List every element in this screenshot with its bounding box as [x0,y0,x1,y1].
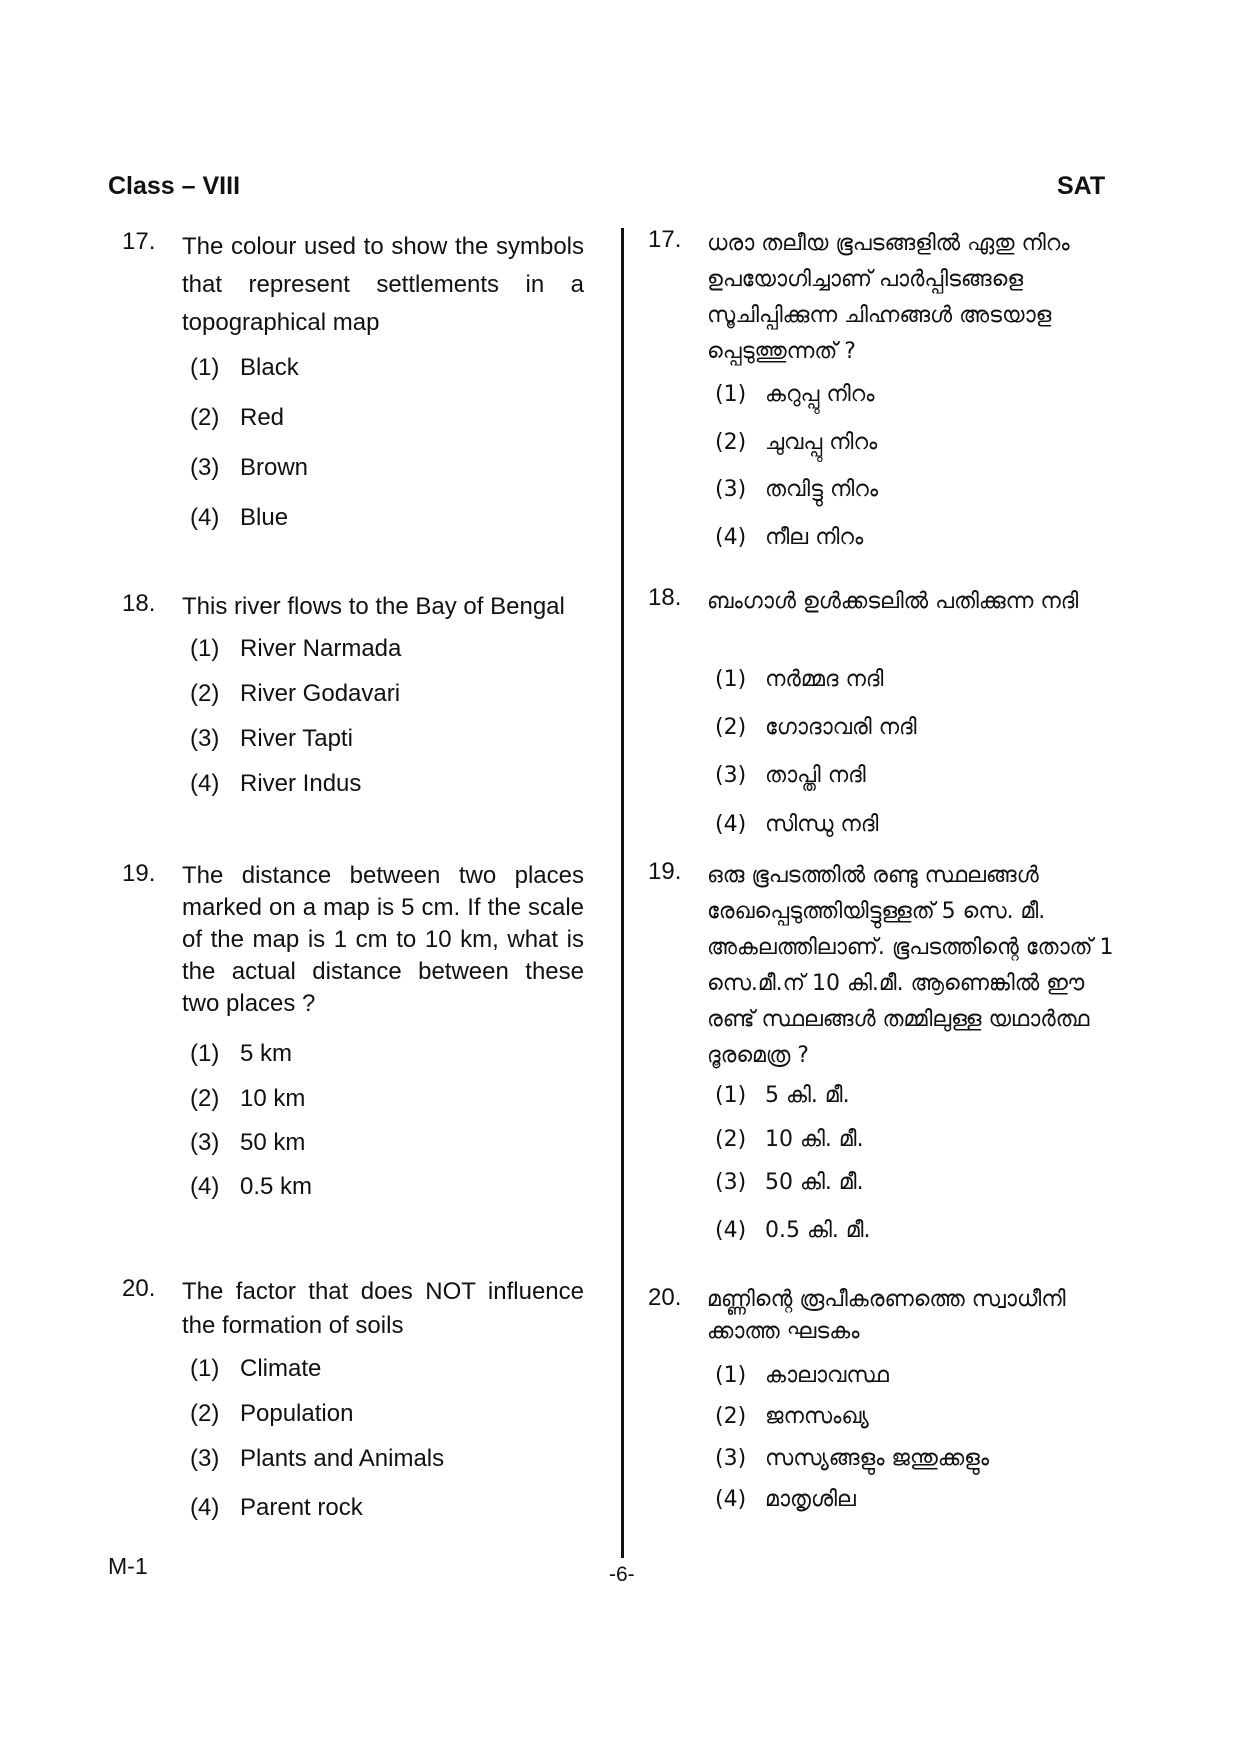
question-20-ml [648,1284,1128,1356]
question-text: This river flows to the Bay of Bengal [182,593,565,620]
option-19-2-en [190,1085,305,1113]
option-18-3-ml [715,763,866,788]
question-number: 17. [648,226,682,253]
question-17-ml [648,226,1128,372]
option-20-2-en [190,1400,353,1428]
option-text: 50 km [240,1129,306,1156]
option-number: (1) [715,667,747,692]
option-19-4-en [190,1173,312,1201]
option-number: (3) [715,1446,747,1471]
option-text: ഗോദാവരി നദി [765,715,917,740]
class-label: Class – VIII [108,172,241,200]
option-20-3-en [190,1445,444,1473]
option-text: Red [240,404,285,431]
option-17-1-en [190,354,299,382]
option-number: (3) [190,454,220,481]
option-18-2-en [190,680,400,708]
option-number: (4) [715,812,747,837]
option-number: (4) [715,1487,747,1512]
option-17-4-ml [715,525,863,550]
option-number: (3) [715,1170,747,1195]
option-20-4-ml [715,1487,856,1512]
option-text: 0.5 km [240,1173,313,1200]
question-19-ml [648,858,1128,1080]
option-20-4-en [190,1494,363,1522]
option-number: (3) [190,1129,220,1156]
option-text: River Godavari [240,680,401,707]
option-text: Plants and Animals [240,1445,445,1472]
question-text: ഒരു ഭൂപടത്തിൽ രണ്ടു സ്ഥലങ്ങൾ രേഖപ്പെടുത്തിയിട്ടുള്ളത് 5 സെ. മീ. അകലത്തിലാണ്. ഭൂപടത്തിന്റെ തോത് 1 സെ.മീ.ന് 10 കി.മീ. ആണെങ്കിൽ ഈ രണ്ട് സ്ഥലങ്ങൾ തമ്മിലുള്ള യഥാർത്ഥ ദൂരമെത്ര ? [707,863,1114,1068]
option-18-4-ml [715,812,878,837]
question-number: 20. [648,1284,682,1311]
option-number: (3) [190,1445,220,1472]
question-number: 19. [122,860,156,887]
question-text: The factor that does NOT influence the formation of soils [182,1278,584,1339]
option-text: Climate [240,1355,322,1382]
option-text: 0.5 കി. മീ. [765,1218,871,1243]
option-number: (3) [715,763,747,788]
option-text: River Narmada [240,635,402,662]
option-text: കറുപ്പു നിറം [765,382,875,407]
option-text: River Indus [240,770,362,797]
option-number: (1) [190,1355,220,1382]
option-20-2-ml [715,1404,869,1429]
question-18-en [122,590,592,624]
option-number: (3) [715,477,747,502]
option-19-1-en [190,1040,292,1068]
option-text: 5 km [240,1040,293,1067]
option-17-2-ml [715,430,877,455]
question-number: 20. [122,1275,156,1302]
option-19-1-ml [715,1083,850,1108]
option-text: നീല നിറം [765,525,864,550]
option-text: കാലാവസ്ഥ [765,1363,889,1388]
option-18-1-ml [715,667,883,692]
option-number: (4) [715,1218,747,1243]
question-text: ബംഗാൾ ഉൾക്കടലിൽ പതിക്കുന്ന നദി [707,589,1079,614]
option-number: (2) [715,430,747,455]
option-text: ജനസംഖ്യ [765,1404,869,1429]
option-text: 10 കി. മീ. [765,1127,864,1152]
option-20-1-en [190,1355,321,1383]
question-17-en [122,228,592,338]
option-17-2-en [190,404,284,432]
option-text: Blue [240,504,289,531]
option-number: (1) [190,354,220,381]
question-text: ധരാ തലീയ ഭൂപടങ്ങളിൽ ഏതു നിറം ഉപയോഗിച്ചാണ് പാർപ്പിടങ്ങളെ സൂചിപ്പിക്കുന്ന ചിഹ്നങ്ങൾ അടയാള പ്പെടുത്തുന്നത് ? [707,231,1070,364]
option-20-1-ml [715,1363,889,1388]
option-17-3-ml [715,477,878,502]
page-number: -6- [609,1563,635,1586]
exam-label: SAT [1057,172,1106,200]
option-18-3-en [190,725,353,753]
option-18-4-en [190,770,361,798]
option-19-2-ml [715,1127,864,1152]
option-19-3-ml [715,1170,864,1195]
question-text: The distance between two places marked on a map is 5 cm. If the scale of the map is 1 cm to 10 km, what is the actual distance between these two places ? [182,862,584,1017]
option-number: (1) [715,1363,747,1388]
option-number: (2) [190,680,220,707]
option-number: (3) [190,725,220,752]
question-20-en [122,1275,592,1343]
option-number: (1) [715,382,747,407]
option-text: Parent rock [240,1494,363,1521]
option-20-3-ml [715,1446,989,1471]
option-17-3-en [190,454,308,482]
question-number: 19. [648,858,682,885]
option-number: (1) [715,1083,747,1108]
option-number: (1) [190,635,220,662]
footer-code: M-1 [108,1553,148,1579]
option-text: 5 കി. മീ. [765,1083,850,1108]
option-18-1-en [190,635,401,663]
question-19-en [122,860,592,1030]
option-text: നർമ്മദ നദി [765,667,884,692]
option-number: (2) [715,1404,747,1429]
option-text: മാതൃശില [765,1487,856,1512]
question-number: 18. [648,584,682,611]
option-text: സസ്യങ്ങളും ജന്തുക്കളും [765,1446,990,1471]
option-number: (2) [190,1400,220,1427]
option-17-1-ml [715,382,874,407]
option-number: (2) [715,715,747,740]
option-number: (4) [715,525,747,550]
option-text: 50 കി. മീ. [765,1170,864,1195]
option-text: Population [240,1400,354,1427]
option-18-2-ml [715,715,917,740]
option-text: 10 km [240,1085,306,1112]
option-17-4-en [190,504,288,532]
option-19-3-en [190,1129,305,1157]
option-number: (2) [715,1127,747,1152]
option-text: ചുവപ്പു നിറം [765,430,878,455]
option-number: (4) [190,1494,220,1521]
option-text: Black [240,354,299,381]
option-number: (4) [190,1173,220,1200]
question-number: 18. [122,590,156,617]
option-text: Brown [240,454,309,481]
question-18-ml [648,584,1128,656]
option-text: തവിട്ടു നിറം [765,477,879,502]
option-number: (2) [190,404,220,431]
option-number: (4) [190,504,220,531]
option-number: (4) [190,770,220,797]
option-number: (2) [190,1085,220,1112]
question-text: The colour used to show the symbols that represent settlements in a topographical map [182,233,584,336]
option-text: താപ്തി നദി [765,763,866,788]
column-divider [621,228,624,1558]
option-19-4-ml [715,1218,871,1243]
question-text: മണ്ണിന്റെ രൂപീകരണത്തെ സ്വാധീനി ക്കാത്ത ഘടകം [707,1287,1066,1344]
option-text: സിന്ധു നദി [765,812,879,837]
option-text: River Tapti [240,725,353,752]
question-number: 17. [122,228,156,255]
option-number: (1) [190,1040,220,1067]
